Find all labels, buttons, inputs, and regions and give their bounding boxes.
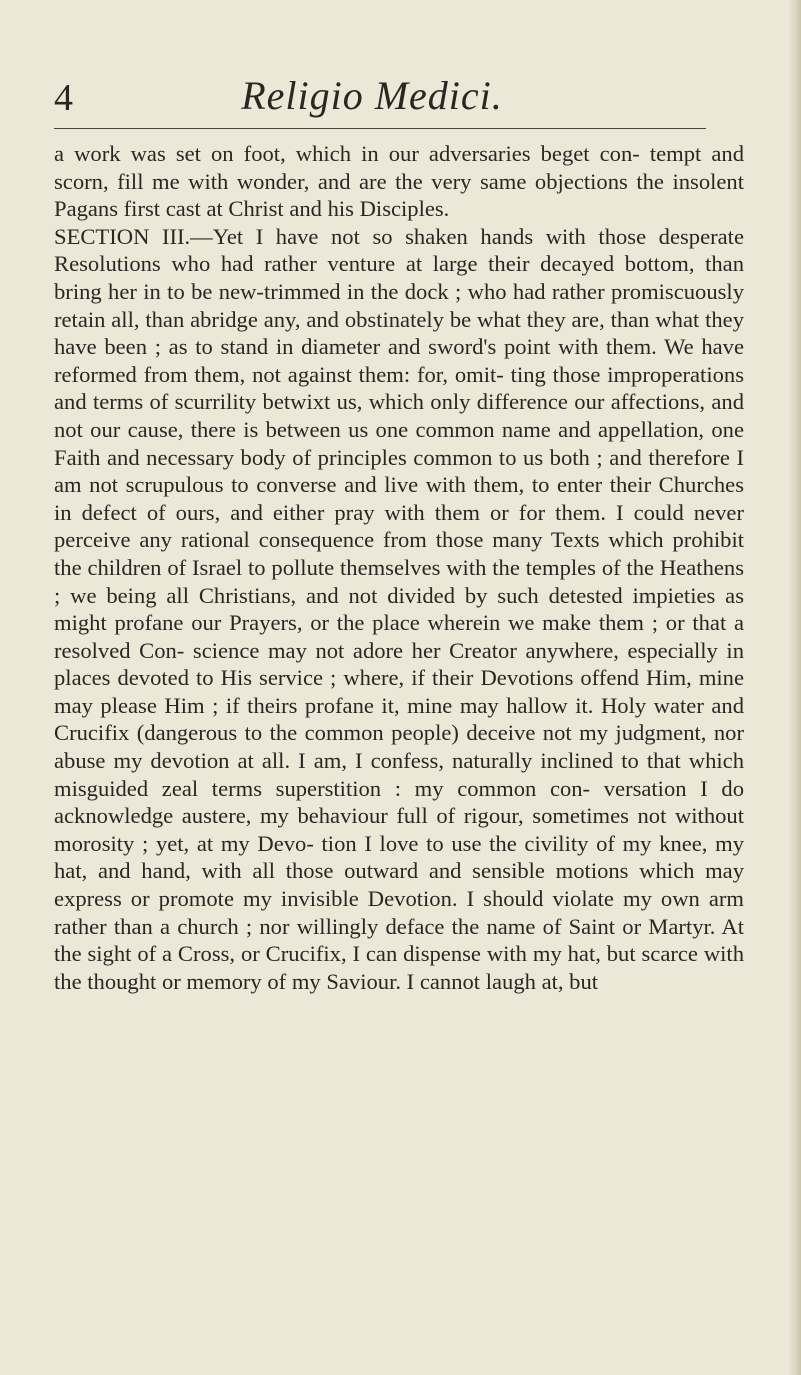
page-number: 4 <box>54 77 73 119</box>
body-text <box>54 140 744 995</box>
page-edge-shadow <box>789 0 801 1375</box>
header-rule <box>54 128 706 129</box>
running-head <box>54 72 694 124</box>
paragraph-1: a work was set on foot, which in our adversaries beget con- tempt and scorn, fill me with wonder, and are the very same objections the insolent Pagans first cast at Christ and his Disciples. <box>54 141 744 222</box>
running-title: Religio Medici. <box>241 73 503 118</box>
paragraph-2: SECTION III.—Yet I have not so shaken hands with those desperate Resolutions who had rather venture at large their decayed bottom, than bring her in to be new-trimmed in the dock ; who had rather promiscuously retain all, than abridge any, and obstinately be what they are, than what they have been ; as to stand in diameter and sword's point with them. We have reformed from them, not against them: for, omit- ting those improperations and terms of scurrility betwixt us, which only difference our affections, and not our cause, there is between us one common name and appellation, one Faith and necessary body of principles common to us both ; and therefore I am not scrupulous to converse and live with them, to enter their Churches in defect of ours, and either pray with them or for them. I could never perceive any rational consequence from those many Texts which prohibit the children of Israel to pollute themselves with the temples of the Heathens ; we being all Christians, and not divided by such detested impieties as might profane our Prayers, or the place wherein we make them ; or that a resolved Con- science may not adore her Creator anywhere, especially in places devoted to His service ; where, if their Devotions offend Him, mine may please Him ; if theirs profane it, mine may hallow it. Holy water and Crucifix (dangerous to the common people) deceive not my judgment, nor abuse my devotion at all. I am, I confess, naturally inclined to that which misguided zeal terms superstition : my common con- versation I do acknowledge austere, my behaviour full of rigour, sometimes not without morosity ; yet, at my Devo- tion I love to use the civility of my knee, my hat, and hand, with all those outward and sensible motions which may express or promote my invisible Devotion. I should violate my own arm rather than a church ; nor willingly deface the name of Saint or Martyr. At the sight of a Cross, or Crucifix, I can dispense with my hat, but scarce with the thought or memory of my Saviour. I cannot laugh at, but <box>54 223 744 994</box>
